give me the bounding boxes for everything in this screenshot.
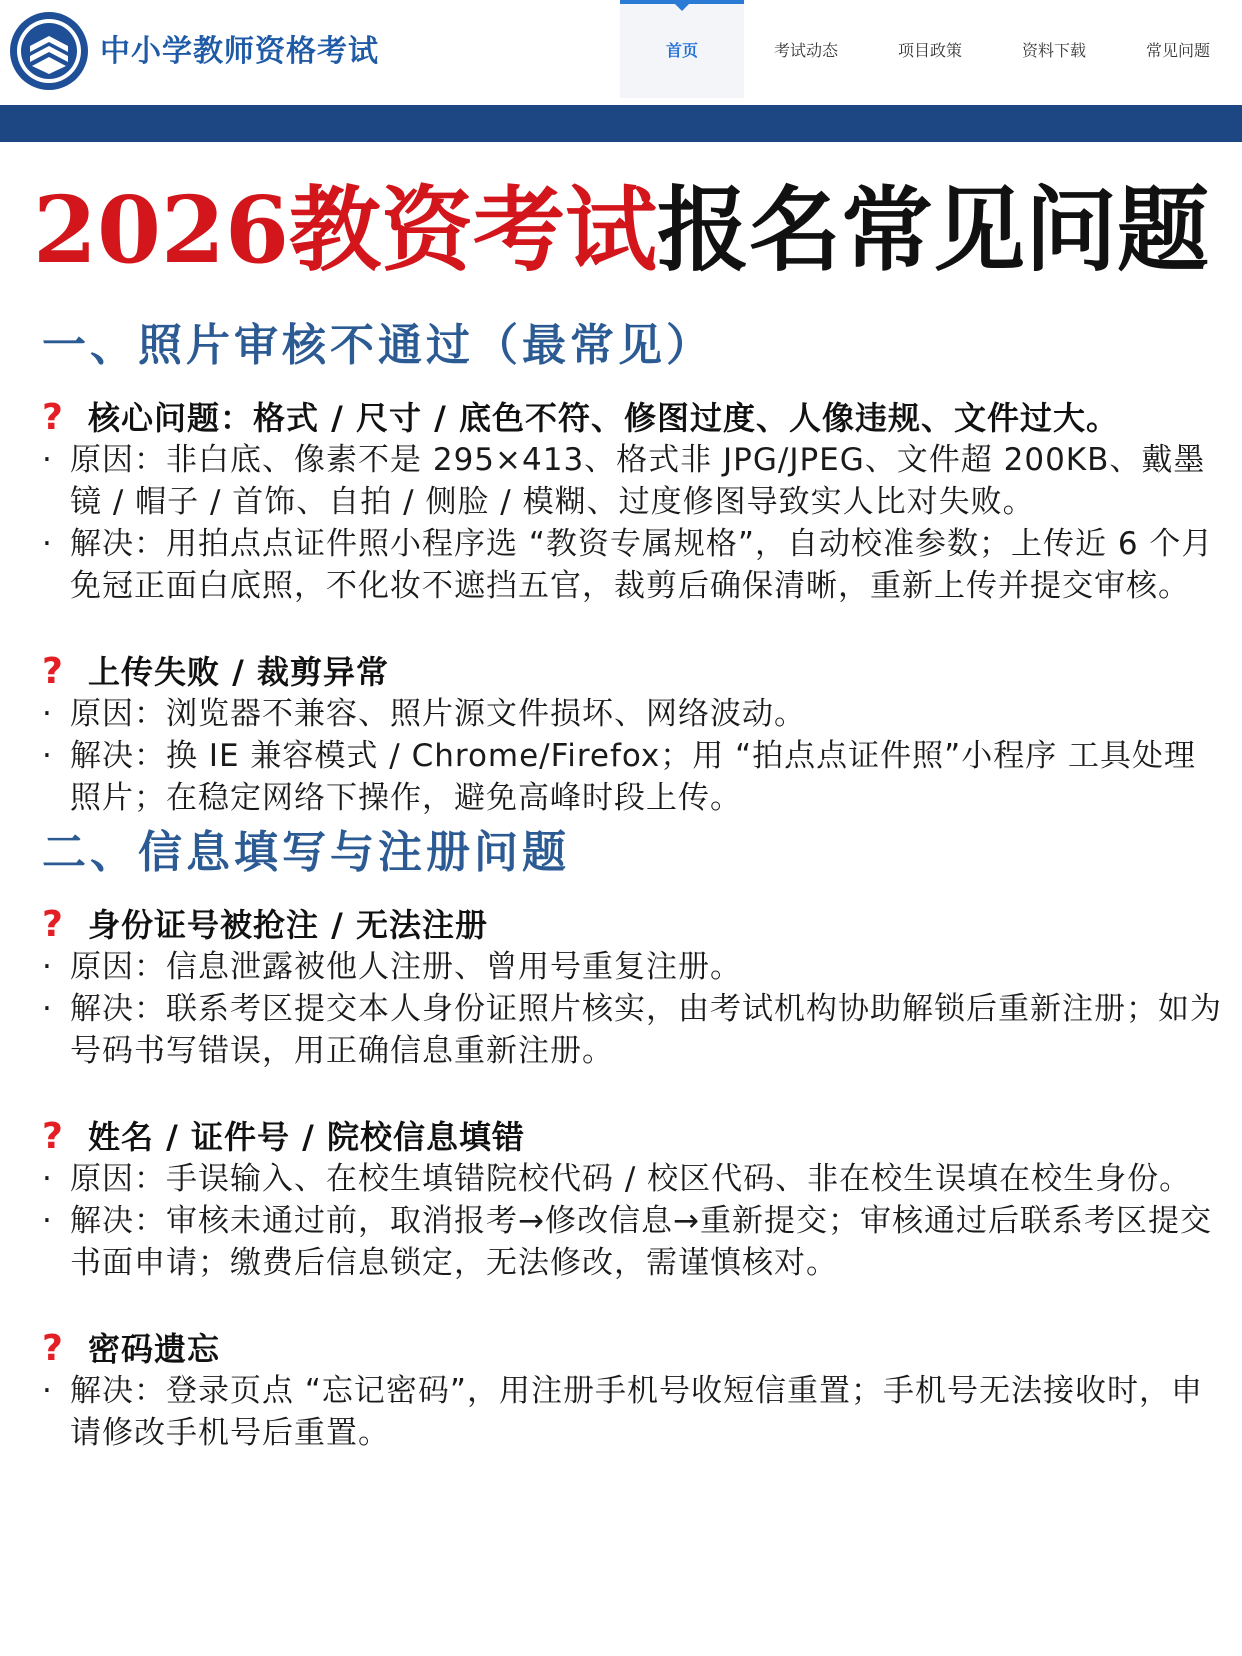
faq-content bbox=[42, 318, 1222, 1454]
list-item: · 解决：登录页点 “忘记密码”，用注册手机号收短信重置；手机号无法接收时，申请修改手机号后重置。 bbox=[42, 1370, 1222, 1454]
bullet-dot-icon: · bbox=[42, 738, 53, 774]
main-nav bbox=[620, 0, 1240, 98]
bullet-dot-icon: · bbox=[42, 1203, 53, 1239]
question-title: ? 密码遗忘 bbox=[42, 1328, 221, 1369]
page-title-black: 报名常见问题 bbox=[657, 176, 1210, 284]
page-title-red: 2026教资考试 bbox=[32, 176, 658, 284]
bullet-dot-icon: · bbox=[42, 1373, 53, 1409]
bullet-dot-icon: · bbox=[42, 991, 53, 1027]
question-mark-icon: ? bbox=[42, 651, 63, 692]
site-header bbox=[0, 0, 1242, 105]
list-item: · 解决：换 IE 兼容模式 / Chrome/Firefox；用 “拍点点证件照”小程序 工具处理照片；在稳定网络下操作，避免高峰时段上传。 bbox=[42, 735, 1222, 819]
question-mark-icon: ? bbox=[42, 1328, 63, 1369]
section-heading-registration: 二、信息填写与注册问题 bbox=[42, 827, 570, 878]
nav-item-home[interactable]: 首页 bbox=[620, 0, 744, 98]
question-title: ? 姓名 / 证件号 / 院校信息填错 bbox=[42, 1116, 525, 1157]
nav-item-exam-news[interactable]: 考试动态 bbox=[773, 40, 838, 60]
bullet-dot-icon: · bbox=[42, 696, 53, 732]
list-item: · 原因：非白底、像素不是 295×413、格式非 JPG/JPEG、文件超 200KB、戴墨镜 / 帽子 / 首饰、自拍 / 侧脸 / 模糊、过度修图导致实人比对失败。 bbox=[42, 439, 1222, 523]
page-title bbox=[0, 178, 1242, 284]
site-title[interactable]: 中小学教师资格考试 bbox=[100, 34, 379, 69]
question-mark-icon: ? bbox=[42, 1116, 63, 1157]
question-mark-icon: ? bbox=[42, 397, 63, 438]
bullet-dot-icon: · bbox=[42, 1161, 53, 1197]
list-item: · 解决：用拍点点证件照小程序选 “教资专属规格”，自动校准参数；上传近 6 个月免冠正面白底照，不化妆不遮挡五官，裁剪后确保清晰，重新上传并提交审核。 bbox=[42, 523, 1222, 607]
list-item: · 解决：联系考区提交本人身份证照片核实，由考试机构协助解锁后重新注册；如为号码书写错误，用正确信息重新注册。 bbox=[42, 988, 1222, 1072]
section-heading-photo: 一、照片审核不通过（最常见） bbox=[42, 320, 714, 371]
header-bar bbox=[0, 105, 1242, 142]
question-title: ? 身份证号被抢注 / 无法注册 bbox=[42, 904, 488, 945]
question-mark-icon: ? bbox=[42, 904, 63, 945]
bullet-dot-icon: · bbox=[42, 526, 53, 562]
question-title: ? 上传失败 / 裁剪异常 bbox=[42, 651, 389, 692]
list-item: · 原因：信息泄露被他人注册、曾用号重复注册。 bbox=[42, 946, 1222, 988]
list-item: · 原因：手误输入、在校生填错院校代码 / 校区代码、非在校生误填在校生身份。 bbox=[42, 1158, 1222, 1200]
bullet-dot-icon: · bbox=[42, 949, 53, 985]
list-item: · 原因：浏览器不兼容、照片源文件损坏、网络波动。 bbox=[42, 693, 1222, 735]
nav-item-faq[interactable]: 常见问题 bbox=[1145, 40, 1210, 60]
nav-item-policy[interactable]: 项目政策 bbox=[897, 40, 962, 60]
list-item: · 解决：审核未通过前，取消报考→修改信息→重新提交；审核通过后联系考区提交书面申请；缴费后信息锁定，无法修改，需谨慎核对。 bbox=[42, 1200, 1222, 1284]
book-emblem-icon[interactable] bbox=[8, 10, 90, 92]
bullet-dot-icon: · bbox=[42, 442, 53, 478]
nav-item-downloads[interactable]: 资料下载 bbox=[1021, 40, 1086, 60]
question-title: ? 核心问题：格式 / 尺寸 / 底色不符、修图过度、人像违规、文件过大。 bbox=[42, 397, 1119, 438]
